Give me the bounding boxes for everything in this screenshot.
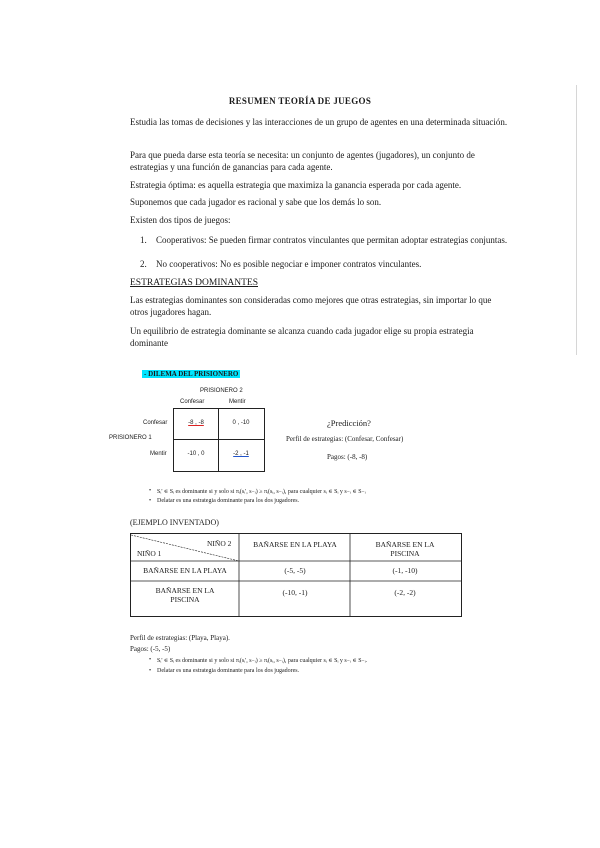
corner-top: NIÑO 2	[207, 539, 232, 548]
matrix-cell: -10 , 0	[187, 451, 205, 457]
player2-label: PRISIONERO 2	[200, 388, 243, 394]
prisoner-matrix	[173, 408, 265, 472]
intro-paragraph: Estudia las tomas de decisiones y las interacciones de un grupo de agentes en una determinada situación.	[130, 117, 508, 127]
prediction-profile: Perfil de estrategias: (Confesar, Confesar)	[286, 435, 404, 443]
dilema-label: - DILEMA DEL PRISIONERO	[144, 370, 239, 378]
prediction-payoffs: Pagos: (-8, -8)	[327, 453, 368, 461]
example-profile: Perfil de estrategias: (Playa, Playa).	[130, 634, 230, 642]
matrix-cell: -2 , -1	[233, 451, 249, 457]
bullet-item: • Sᵢ' ∊ Sᵢ es dominante si y solo si πᵢ(sᵢ', s₋ᵢ) ≥ πᵢ(sᵢ, s₋ᵢ), para cualquier sᵢ ∊ Sᵢ y s₋ᵢ ∊ S₋ᵢ.	[157, 657, 367, 664]
col-header: BAÑARSE EN LA PLAYA	[253, 540, 337, 549]
divider	[218, 409, 219, 471]
row-header: BAÑARSE EN LA PISCINA	[155, 586, 215, 604]
col-header: Confesar	[180, 399, 205, 405]
matrix-cell: -8 , -8	[188, 420, 204, 426]
page-edge-line	[576, 85, 577, 355]
section-heading: ESTRATEGIAS DOMINANTES	[130, 278, 258, 288]
list-item: 2. No cooperativos: No es posible negociar e imponer contratos vinculantes.	[140, 259, 422, 269]
example-table	[130, 533, 462, 617]
rational-paragraph: Suponemos que cada jugador es racional y sabe que los demás lo son.	[130, 197, 382, 207]
example-payoffs: Pagos: (-5, -5)	[130, 645, 171, 653]
requirements-paragraph: Para que pueda darse esta teoría se necesita: un conjunto de agentes (jugadores), un conjunto de estrategias y una función de ganancias para cada agente.	[130, 150, 475, 172]
row-header: Confesar	[143, 420, 168, 426]
list-item: 1. Cooperativos: Se pueden firmar contratos vinculantes que permitan adoptar estrategias conjuntas.	[140, 235, 508, 245]
player1-label: PRISIONERO 1	[109, 435, 152, 441]
prediction-question: ¿Predicción?	[327, 418, 371, 428]
document-title: RESUMEN TEORÍA DE JUEGOS	[228, 96, 372, 106]
game-types-intro: Existen dos tipos de juegos:	[130, 215, 231, 225]
dominant-paragraph: Las estrategias dominantes son consideradas como mejores que otras estrategias, sin importar lo que otros jugadores hagan.	[130, 295, 492, 317]
divider	[174, 439, 264, 440]
col-header: BAÑARSE EN LA PISCINA	[375, 540, 435, 558]
table-cell: (-1, -10)	[392, 566, 418, 575]
table-cell: (-5, -5)	[284, 566, 306, 575]
optimal-strategy-paragraph: Estrategia óptima: es aquella estrategia que maximiza la ganancia esperada por cada agente.	[130, 180, 462, 190]
equilibrium-paragraph: Un equilibrio de estrategia dominante se alcanza cuando cada jugador elige su propia estrategia dominante	[130, 326, 474, 348]
table-cell: (-2, -2)	[394, 588, 416, 597]
example-label: (EJEMPLO INVENTADO)	[130, 518, 219, 527]
col-header: Mentir	[229, 399, 246, 405]
row-header: BAÑARSE EN LA PLAYA	[143, 566, 227, 575]
bullet-item: • Delatar es una estrategia dominante para los dos jugadores.	[157, 668, 299, 674]
table-cell: (-10, -1)	[282, 588, 308, 597]
corner-bottom: NIÑO 1	[137, 549, 162, 558]
bullet-item: • Delatar es una estrategia dominante para los dos jugadores.	[157, 498, 299, 504]
bullet-item: • Sᵢ' ∊ Sᵢ es dominante si y solo si πᵢ(sᵢ', s₋ᵢ) ≥ πᵢ(sᵢ, s₋ᵢ), para cualquier sᵢ ∊ Sᵢ y s₋ᵢ ∊ S₋ᵢ	[157, 488, 366, 495]
row-header: Mentir	[150, 451, 167, 457]
matrix-cell: 0 , -10	[232, 420, 250, 426]
